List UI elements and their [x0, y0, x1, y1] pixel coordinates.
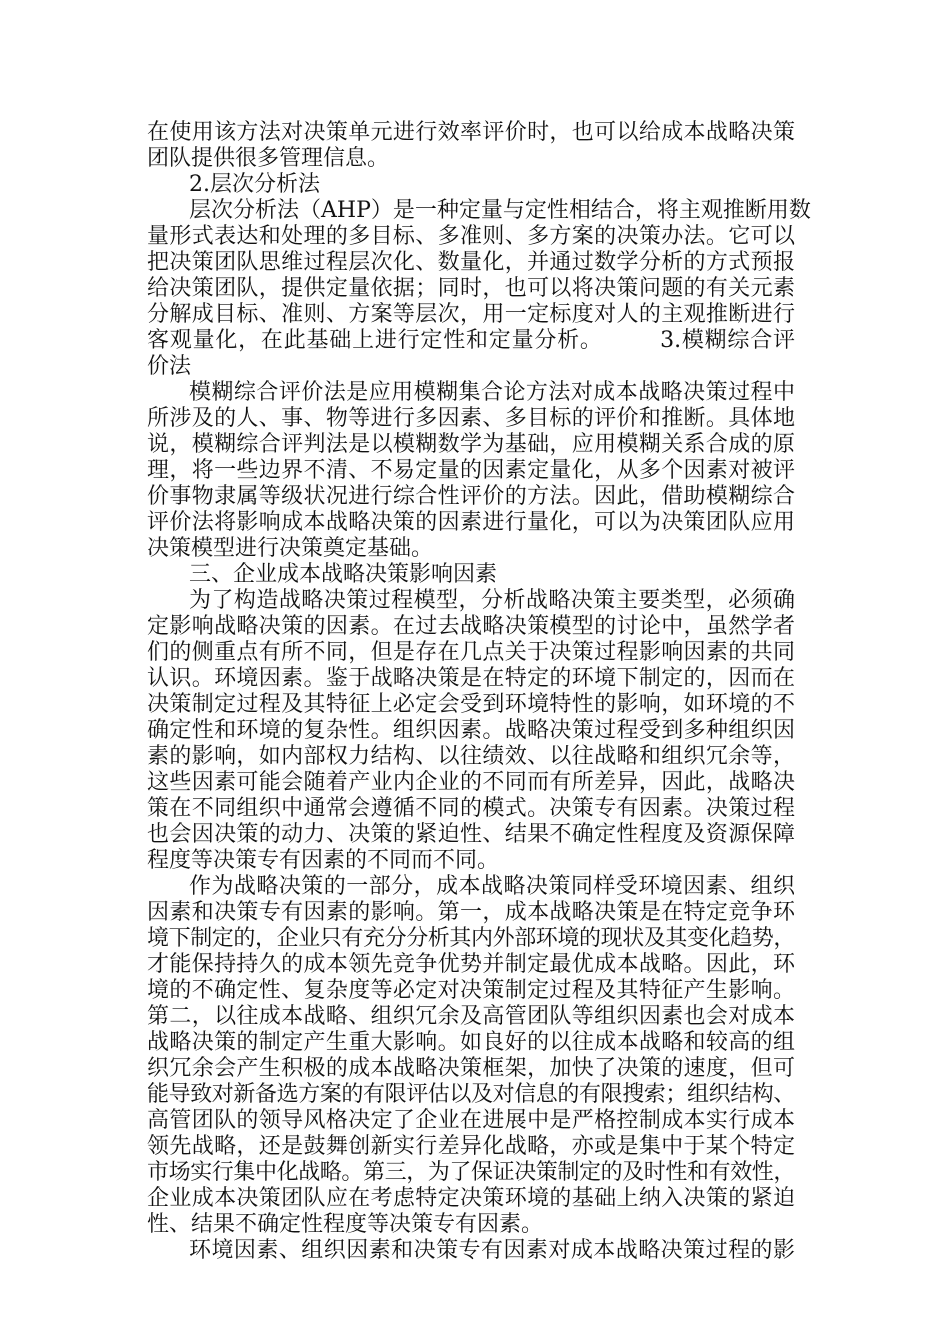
- text-line: 第二，以往成本战略、组织冗余及高管团队等组织因素也会对成本: [147, 1004, 795, 1029]
- text-line: 给决策团队，提供定量依据；同时，也可以将决策问题的有关元素: [147, 276, 795, 301]
- text-line: 能导致对新备选方案的有限评估以及对信息的有限搜索；组织结构、: [147, 1082, 796, 1107]
- text-line: 说，模糊综合评判法是以模糊数学为基础，应用模糊关系合成的原: [147, 432, 795, 457]
- text-line: 市场实行集中化战略。第三，为了保证决策制定的及时性和有效性，: [147, 1160, 796, 1185]
- text-line: 把决策团队思维过程层次化、数量化，并通过数学分析的方式预报: [147, 250, 795, 275]
- text-line: 量形式表达和处理的多目标、多准则、多方案的决策办法。它可以: [147, 224, 795, 249]
- text-line: 评价法将影响成本战略决策的因素进行量化，可以为决策团队应用: [147, 510, 795, 535]
- text-line: 决策制定过程及其特征上必定会受到环境特性的影响，如环境的不: [147, 692, 795, 717]
- text-line: 价事物隶属等级状况进行综合性评价的方法。因此，借助模糊综合: [147, 484, 795, 509]
- text-line: 作为战略决策的一部分，成本战略决策同样受环境因素、组织: [189, 874, 795, 899]
- text-line: 这些因素可能会随着产业内企业的不同而有所差异，因此，战略决: [147, 770, 795, 795]
- text-line: 因素和决策专有因素的影响。第一，成本战略决策是在特定竞争环: [147, 900, 795, 925]
- text-line: 模糊综合评价法是应用模糊集合论方法对成本战略决策过程中: [189, 380, 795, 405]
- text-line: 定影响战略决策的因素。在过去战略决策模型的讨论中，虽然学者: [147, 614, 795, 639]
- text-line: 确定性和环境的复杂性。组织因素。战略决策过程受到多种组织因: [147, 718, 795, 743]
- text-line: 素的影响，如内部权力结构、以往绩效、以往战略和组织冗余等，: [147, 744, 795, 769]
- text-line: 团队提供很多管理信息。: [147, 146, 390, 171]
- text-line: 性、结果不确定性程度等决策专有因素。: [147, 1212, 544, 1237]
- section-heading: 三、企业成本战略决策影响因素: [189, 562, 498, 587]
- document-body: [147, 120, 811, 1264]
- text-line: 高管团队的领导风格决定了企业在进展中是严格控制成本实行成本: [147, 1108, 795, 1133]
- text-line: 认识。环境因素。鉴于战略决策是在特定的环境下制定的，因而在: [147, 666, 795, 691]
- text-line: 境的不确定性、复杂度等必定对决策制定过程及其特征产生影响。: [147, 978, 795, 1003]
- text-line: 程度等决策专有因素的不同而不同。: [147, 848, 500, 873]
- text-line: 所涉及的人、事、物等进行多因素、多目标的评价和推断。具体地: [147, 406, 795, 431]
- text-line: 也会因决策的动力、决策的紧迫性、结果不确定性程度及资源保障: [147, 822, 795, 847]
- text-line: 境下制定的，企业只有充分分析其内外部环境的现状及其变化趋势，: [147, 926, 796, 951]
- text-line: 织冗余会产生积极的成本战略决策框架，加快了决策的速度，但可: [147, 1056, 795, 1081]
- text-line: 理，将一些边界不清、不易定量的因素定量化，从多个因素对被评: [147, 458, 795, 483]
- text-line: 战略决策的制定产生重大影响。如良好的以往成本战略和较高的组: [147, 1030, 795, 1055]
- text-line: 们的侧重点有所不同，但是存在几点关于决策过程影响因素的共同: [147, 640, 795, 665]
- text-line: 客观量化，在此基础上进行定性和定量分析。 3.模糊综合评: [147, 328, 795, 353]
- text-line: 策在不同组织中通常会遵循不同的模式。决策专有因素。决策过程: [147, 796, 795, 821]
- text-line: 决策模型进行决策奠定基础。: [147, 536, 434, 561]
- text-line: 企业成本决策团队应在考虑特定决策环境的基础上纳入决策的紧迫: [147, 1186, 795, 1211]
- text-line: 在使用该方法对决策单元进行效率评价时，也可以给成本战略决策: [147, 120, 795, 145]
- text-line: 为了构造战略决策过程模型，分析战略决策主要类型，必须确: [189, 588, 795, 613]
- text-line: 分解成目标、准则、方案等层次，用一定标度对人的主观推断进行: [147, 302, 795, 327]
- section-heading: 2.层次分析法: [189, 172, 320, 197]
- text-line: 才能保持持久的成本领先竞争优势并制定最优成本战略。因此，环: [147, 952, 795, 977]
- text-line: 价法: [147, 354, 192, 379]
- text-line: 领先战略，还是鼓舞创新实行差异化战略，亦或是集中于某个特定: [147, 1134, 795, 1159]
- text-line: 环境因素、组织因素和决策专有因素对成本战略决策过程的影: [189, 1238, 795, 1263]
- text-line: 层次分析法（AHP）是一种定量与定性相结合，将主观推断用数: [189, 198, 811, 223]
